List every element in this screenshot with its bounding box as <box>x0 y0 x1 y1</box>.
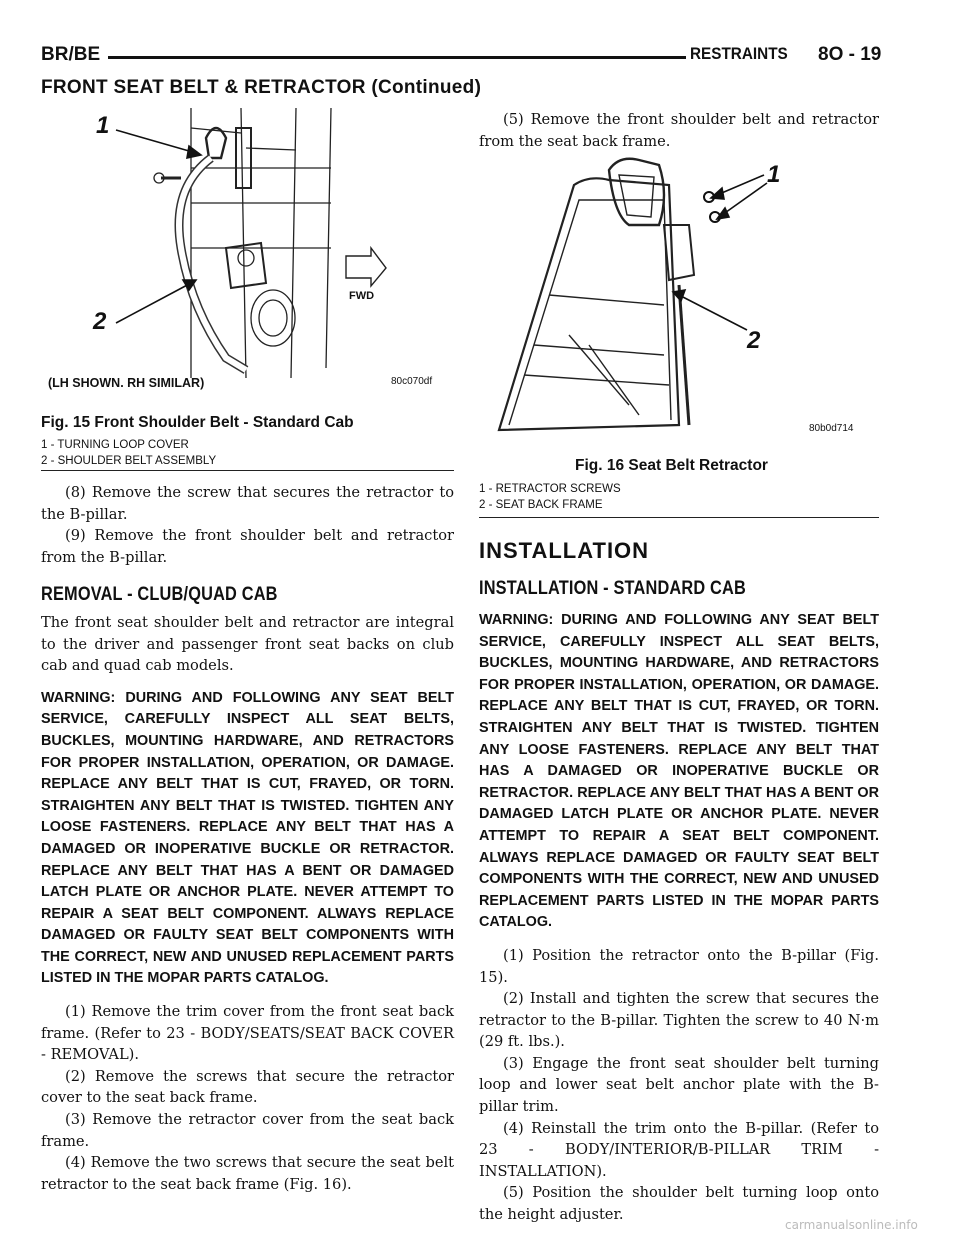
continued-title: FRONT SEAT BELT & RETRACTOR (Continued) <box>41 77 482 98</box>
fig15-code: 80c070df <box>391 376 433 387</box>
fig15-caption: Fig. 15 Front Shoulder Belt - Standard Cab <box>41 414 354 431</box>
step-8: (8) Remove the screw that secures the retractor to the B-pillar. <box>41 484 454 523</box>
seat-belt-retractor-illustration <box>479 155 879 450</box>
step-4: (4) Remove the two screws that secure the seat belt retractor to the seat back frame (Fig. 16). <box>41 1154 454 1193</box>
install-step-3: (3) Engage the front seat shoulder belt turning loop and lower seat belt anchor plate with the B-pillar trim. <box>479 1054 879 1116</box>
install-step-2: (2) Install and tighten the screw that secures the retractor to the B-pillar. Tighten the screw to 40 N·m (29 ft. lbs.). <box>479 990 879 1051</box>
fig16-callout-2: 2 <box>747 327 761 354</box>
fig15-callout-2: 2 <box>93 308 107 335</box>
fig16-caption: Fig. 16 Seat Belt Retractor <box>575 457 768 474</box>
install-step-5: (5) Position the shoulder belt turning loop onto the height adjuster. <box>479 1184 879 1224</box>
fig15-rule <box>41 470 454 471</box>
step-5-top: (5) Remove the front shoulder belt and retractor from the seat back frame. <box>479 111 879 150</box>
watermark: carmanualsonline.info <box>785 1218 918 1232</box>
install-step-4: (4) Reinstall the trim onto the B-pillar. (Refer to 23 - BODY/INTERIOR/B-PILLAR TRIM - INSTALLATION). <box>479 1119 879 1180</box>
left-column <box>41 482 454 1195</box>
right-column <box>479 538 879 1226</box>
intro-paragraph: The front seat shoulder belt and retractor are integral to the driver and passenger front seat backs on club cab and quad cab models. <box>41 613 454 675</box>
fig16-legend-item: 1 - RETRACTOR SCREWS <box>479 483 621 495</box>
fig16-rule <box>479 517 879 518</box>
front-shoulder-belt-illustration <box>41 108 456 408</box>
running-header-section: RESTRAINTS <box>690 44 788 63</box>
heading-removal-club-quad: REMOVAL - CLUB/QUAD CAB <box>41 584 278 606</box>
warning-paragraph: WARNING: DURING AND FOLLOWING ANY SEAT BELT SERVICE, CAREFULLY INSPECT ALL SEAT BELTS, BUCKLES, MOUNTING HARDWARE, AND RETRACTORS FOR PROPER INSTALLATION, OPERATION, OR DAMAGE. REPLACE ANY BELT THAT IS CUT, FRAYED, OR TORN. STRAIGHTEN ANY BELT THAT IS TWISTED. TIGHTEN ANY LOOSE FASTENERS. REPLACE ANY BELT THAT HAS A DAMAGED OR INOPERATIVE BUCKLE OR RETRACTOR. REPLACE ANY BELT THAT HAS A BENT OR DAMAGED LATCH PLATE OR ANCHOR PLATE. NEVER ATTEMPT TO REPAIR A SEAT BELT COMPONENT. ALWAYS REPLACE DAMAGED OR FAULTY SEAT BELT COMPONENTS WITH THE CORRECT, NEW AND UNUSED REPLACEMENT PARTS LISTED IN THE MOPAR PARTS CATALOG. <box>479 612 879 931</box>
step-9: (9) Remove the front shoulder belt and retractor from the B-pillar. <box>41 527 454 566</box>
header-rule <box>108 56 686 59</box>
fig15-legend <box>41 437 216 469</box>
fig16-legend-item: 2 - SEAT BACK FRAME <box>479 499 603 511</box>
figure-15 <box>41 108 456 408</box>
step-1: (1) Remove the trim cover from the front seat back frame. (Refer to 23 - BODY/SEATS/SEAT BACK COVER - REMOVAL). <box>41 1003 454 1064</box>
fig16-callout-1: 1 <box>767 161 781 188</box>
running-header-left: BR/BE <box>41 44 101 65</box>
step-2: (2) Remove the screws that secure the retractor cover to the seat back frame. <box>41 1067 454 1107</box>
fig15-legend-item: 2 - SHOULDER BELT ASSEMBLY <box>41 455 217 467</box>
fig15-legend-item: 1 - TURNING LOOP COVER <box>41 439 189 451</box>
step-3: (3) Remove the retractor cover from the seat back frame. <box>41 1111 454 1150</box>
figure-16 <box>479 155 879 450</box>
heading-installation-standard-cab: INSTALLATION - STANDARD CAB <box>479 578 746 599</box>
fig16-code: 80b0d714 <box>809 423 854 434</box>
fig16-legend <box>479 481 621 513</box>
fig15-fwd-label: FWD <box>349 290 375 302</box>
heading-installation: INSTALLATION <box>479 538 650 563</box>
warning-paragraph: WARNING: DURING AND FOLLOWING ANY SEAT BELT SERVICE, CAREFULLY INSPECT ALL SEAT BELTS, BUCKLES, MOUNTING HARDWARE, AND RETRACTORS FOR PROPER INSTALLATION, OPERATION, OR DAMAGE. REPLACE ANY BELT THAT IS CUT, FRAYED, OR TORN. STRAIGHTEN ANY BELT THAT IS TWISTED. TIGHTEN ANY LOOSE FASTENERS. REPLACE ANY BELT THAT HAS A DAMAGED OR INOPERATIVE BUCKLE OR RETRACTOR. REPLACE ANY BELT THAT HAS A BENT OR DAMAGED LATCH PLATE OR ANCHOR PLATE. NEVER ATTEMPT TO REPAIR A SEAT BELT COMPONENT. ALWAYS REPLACE DAMAGED OR FAULTY SEAT BELT COMPONENTS WITH THE CORRECT, NEW AND UNUSED REPLACEMENT PARTS LISTED IN THE MOPAR PARTS CATALOG. <box>41 689 454 987</box>
page-number: 8O - 19 <box>818 44 882 65</box>
install-step-1: (1) Position the retractor onto the B-pillar (Fig. 15). <box>479 946 879 986</box>
fig15-note: (LH SHOWN. RH SIMILAR) <box>48 376 205 390</box>
fig15-callout-1: 1 <box>96 112 110 139</box>
fwd-arrow-icon <box>346 248 386 286</box>
